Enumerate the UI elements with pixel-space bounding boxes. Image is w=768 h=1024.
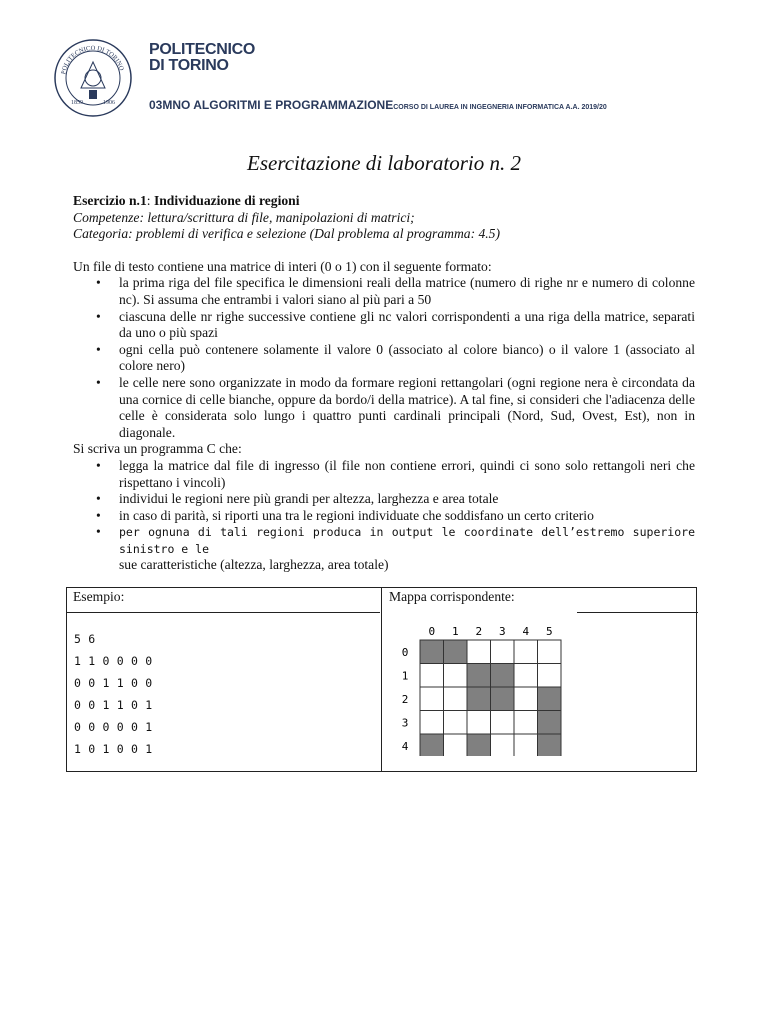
map-row-label: 1: [401, 669, 409, 683]
map-cell-white: [491, 640, 515, 664]
map-cell-white: [491, 711, 515, 735]
list-item: • ogni cella può contenere solamente il valore 0 (associato al colore bianco) o il valore 1 (associato al colore nero): [73, 342, 695, 375]
university-name: [149, 42, 255, 74]
categoria: Categoria: problemi di verifica e selezione (Dal problema al programma: 4.5): [73, 226, 501, 242]
map-cell-black: [538, 711, 562, 735]
map-cell-white: [444, 687, 468, 711]
map-cell-white: [444, 664, 468, 688]
list-item: • la prima riga del file specifica le dimensioni reali della matrice (numero di righe nr e numero di colonne nc). Si assuma che entrambi i valori siano al più pari a 50: [73, 275, 695, 308]
map-cell-white: [444, 734, 468, 756]
last-bullet-mono: per ognuna di tali regioni produca in output le coordinate dell’estremo superiore sinistro e le: [119, 525, 695, 556]
exercise-name: Individuazione di regioni: [153, 193, 300, 208]
map-row-label: 2: [401, 692, 409, 706]
table-divider: [67, 612, 380, 613]
map-col-label: 0: [428, 625, 436, 638]
map-cell-black: [467, 664, 491, 688]
map-cell-white: [420, 687, 444, 711]
map-col-label: 3: [498, 625, 506, 638]
map-cell-black: [420, 640, 444, 664]
last-bullet-rest: sue caratteristiche (altezza, larghezza, area totale): [119, 557, 389, 573]
page-title: Esercitazione di laboratorio n. 2: [247, 151, 521, 175]
program-intro: Si scriva un programma C che:: [73, 441, 242, 457]
map-cell-white: [538, 664, 562, 688]
region-map: [397, 624, 567, 756]
file-line: 1 1 0 0 0 0: [74, 654, 153, 668]
map-row-label: 3: [401, 716, 409, 730]
map-cell-white: [514, 711, 538, 735]
course-description: CORSO DI LAUREA IN INGEGNERIA INFORMATICA A.A. 2019/20: [393, 104, 607, 111]
map-cell-white: [467, 640, 491, 664]
file-line: 1 0 1 0 0 1: [74, 742, 153, 756]
exercise-label: Esercizio n.1: [73, 193, 147, 208]
file-line: 0 0 0 0 0 1: [74, 720, 153, 734]
table-divider: [577, 612, 698, 613]
list-item: • legga la matrice dal file di ingresso (il file non contiene errori, quindi ci sono solo rettangoli neri che rispettano i vincoli): [73, 458, 695, 491]
map-cell-black: [467, 687, 491, 711]
file-line: 5 6: [74, 632, 96, 646]
map-cell-black: [467, 734, 491, 756]
file-line: 0 0 1 1 0 0: [74, 676, 153, 690]
format-list: [73, 275, 695, 441]
map-cell-white: [420, 664, 444, 688]
map-cell-black: [491, 687, 515, 711]
map-col-label: 1: [451, 625, 459, 638]
seal-text: POLITECNICO DI TORINO: [60, 44, 125, 75]
list-item: [73, 524, 695, 574]
map-row-label: 0: [401, 645, 409, 659]
course-line: [149, 96, 607, 114]
map-cell-black: [538, 687, 562, 711]
exercise-separator: :: [146, 193, 154, 208]
seal-year-left: 1859: [71, 100, 83, 106]
example-right-header: Mappa corrispondente:: [389, 589, 515, 604]
list-item: • ciascuna delle nr righe successive contiene gli nc valori corrispondenti a una riga della matrice, separati da uno o più spazi: [73, 309, 695, 342]
seal-year-right: 1906: [103, 100, 115, 106]
list-item: • le celle nere sono organizzate in modo da formare regioni rettangolari (ogni regione nera è circondata da una cornice di celle bianche, oppure da bordo/i della matrice). A tal fine, si consideri che l'adiacenza delle celle è considerata solo lungo i quattro punti cardinali principali (Nord, Sud, Ovest, Est), non in diagonale.: [73, 375, 695, 441]
list-item: • in caso di parità, si riporti una tra le regioni individuate che soddisfano un certo criterio: [73, 508, 695, 525]
map-cell-white: [444, 711, 468, 735]
exercise-heading: [73, 193, 695, 210]
map-cell-white: [420, 711, 444, 735]
map-col-label: 5: [545, 625, 553, 638]
map-cell-black: [420, 734, 444, 756]
intro-text: Un file di testo contiene una matrice di interi (0 o 1) con il seguente formato:: [73, 258, 492, 274]
map-row-label: 4: [401, 739, 409, 753]
map-cell-white: [514, 664, 538, 688]
exercise-content: [73, 193, 695, 574]
map-col-label: 4: [522, 625, 530, 638]
example-table: [66, 587, 697, 772]
map-cell-white: [538, 640, 562, 664]
map-cell-white: [467, 711, 491, 735]
map-col-label: 2: [475, 625, 483, 638]
university-name-line2: DI TORINO: [149, 57, 229, 74]
list-item: • individui le regioni nere più grandi per altezza, larghezza e area totale: [73, 491, 695, 508]
example-left-header: Esempio:: [73, 589, 125, 604]
example-file-content: [74, 628, 152, 760]
map-cell-black: [491, 664, 515, 688]
map-cell-white: [514, 687, 538, 711]
map-cell-white: [514, 640, 538, 664]
map-cell-black: [538, 734, 562, 756]
university-seal-logo: [53, 38, 133, 118]
map-cell-white: [514, 734, 538, 756]
course-code: 03MNO ALGORITMI E PROGRAMMAZIONE: [149, 98, 394, 112]
competenze: Competenze: lettura/scrittura di file, manipolazioni di matrici;: [73, 209, 415, 225]
program-list: [73, 458, 695, 574]
map-cell-white: [491, 734, 515, 756]
university-name-line1: POLITECNICO: [149, 41, 256, 58]
map-cell-black: [444, 640, 468, 664]
file-line: 0 0 1 1 0 1: [74, 698, 153, 712]
